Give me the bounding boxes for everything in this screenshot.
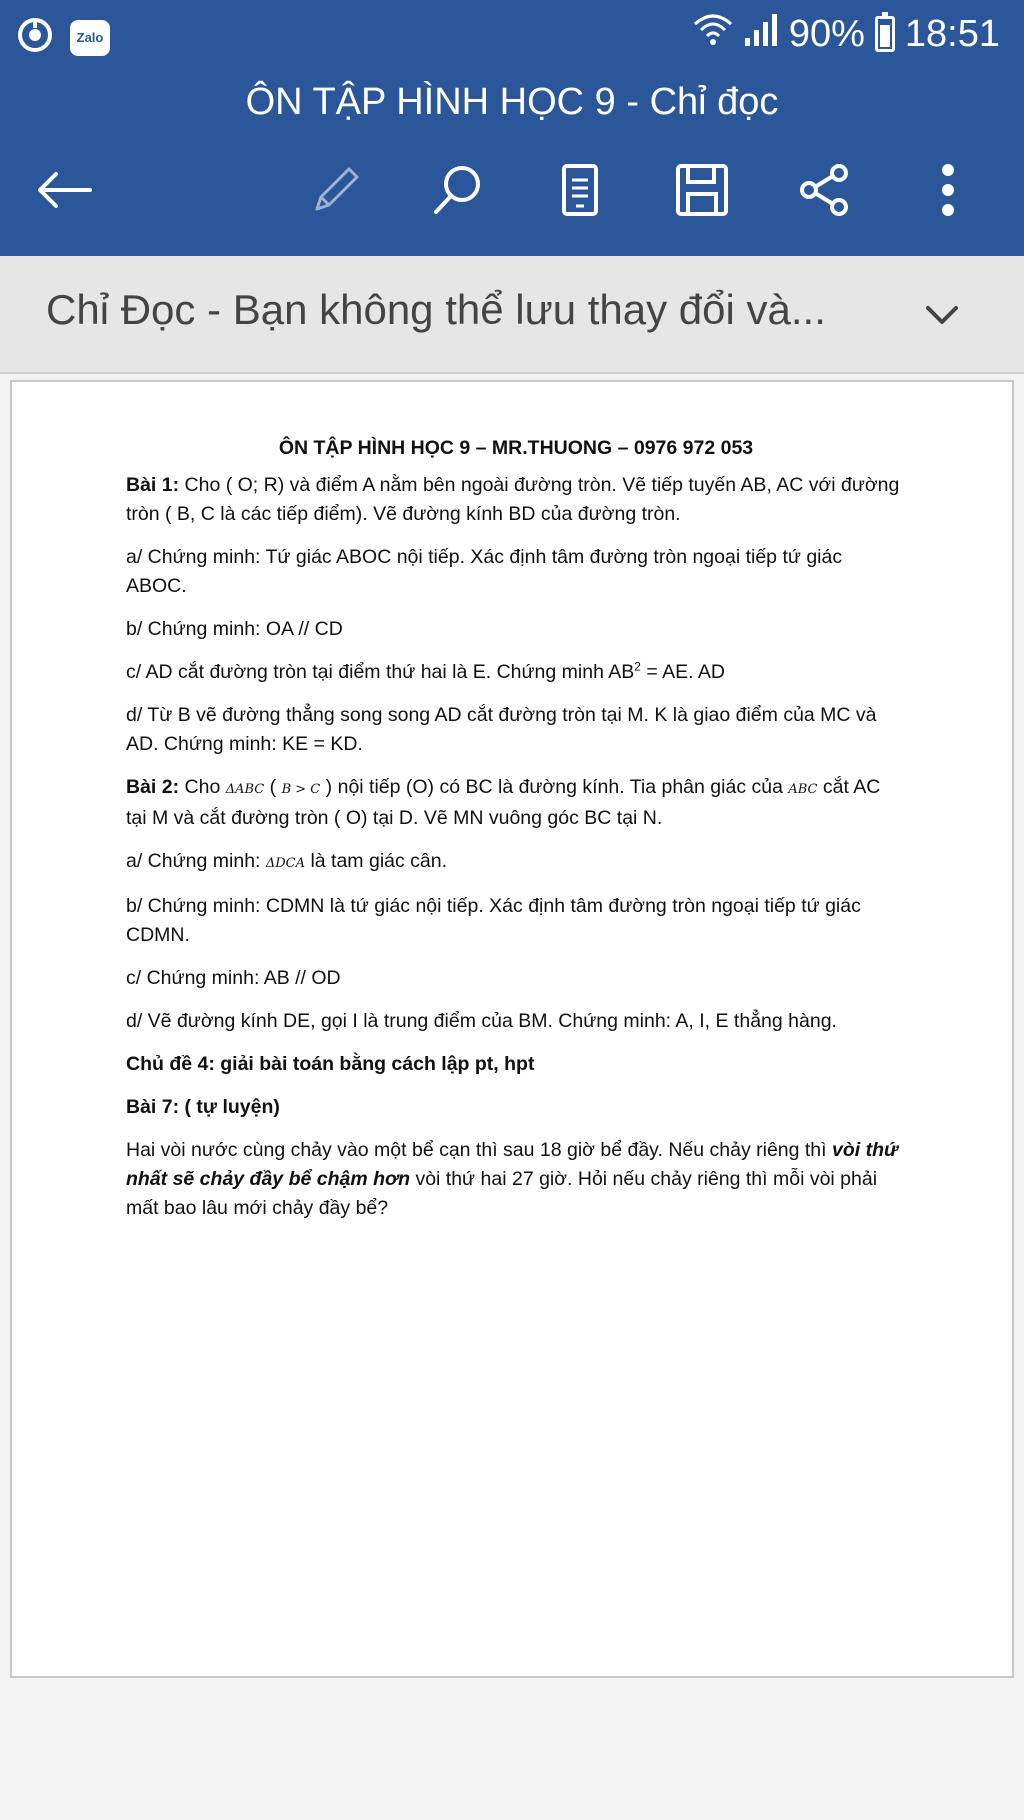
zalo-icon: Zalo bbox=[70, 20, 110, 56]
edit-pencil-icon[interactable] bbox=[306, 160, 366, 220]
bai1-c-sup: 2 bbox=[634, 659, 641, 674]
wifi-icon bbox=[693, 12, 733, 56]
share-icon[interactable] bbox=[794, 160, 854, 220]
bai1-label: Bài 1: bbox=[126, 474, 180, 496]
bai7-heading bbox=[126, 1093, 906, 1122]
bai2-cho: Cho bbox=[179, 776, 226, 798]
sync-icon bbox=[16, 16, 54, 59]
battery-icon bbox=[875, 16, 895, 52]
app-header bbox=[0, 0, 1024, 256]
bai1-a: a/ Chứng minh: Tứ giác ABOC nội tiếp. Xác định tâm đường tròn ngoại tiếp tứ giác ABOC. bbox=[126, 546, 843, 597]
bai2-a-suffix: là tam giác cân. bbox=[305, 850, 448, 872]
bai1-c bbox=[126, 658, 906, 687]
bai1-statement bbox=[126, 471, 906, 529]
document-body bbox=[126, 434, 906, 1237]
bai7-emphasis: vòi thứ nhất sẽ chảy đầy bể chậm hơn bbox=[126, 1139, 898, 1190]
bai2-rest2: cắt AC tại M và cắt đường tròn ( O) tại D. Vẽ MN vuông góc BC tại N. bbox=[126, 776, 881, 829]
bai2-angle: ABC bbox=[788, 782, 818, 797]
bai2-statement bbox=[126, 773, 906, 833]
reading-view-icon[interactable] bbox=[550, 160, 610, 220]
bai2-a-prefix: a/ Chứng minh: bbox=[126, 850, 266, 872]
bai2-label: Bài 2: bbox=[126, 776, 180, 798]
search-icon[interactable] bbox=[428, 160, 488, 220]
bai2-a-math: ΔDCA bbox=[265, 856, 306, 871]
bai1-c-prefix: c/ AD cắt đường tròn tại điểm thứ hai là E. Chứng minh AB bbox=[126, 661, 635, 683]
bai2-b: b/ Chứng minh: CDMN là tứ giác nội tiếp. Xác định tâm đường tròn ngoại tiếp tứ giác CDMN. bbox=[126, 895, 861, 946]
bai7-statement bbox=[126, 1136, 906, 1223]
status-bar bbox=[0, 0, 1024, 72]
bai7-text2: vòi thứ hai 27 giờ. Hỏi nếu chảy riêng thì mỗi vòi phải mất bao lâu mới chảy đầy bể? bbox=[126, 1168, 878, 1219]
document-title: ÔN TẬP HÌNH HỌC 9 - Chỉ đọc bbox=[245, 81, 779, 123]
battery-percent: 90% bbox=[788, 12, 865, 55]
doc-heading: ÔN TẬP HÌNH HỌC 9 – MR.THUONG – 0976 972 053 bbox=[278, 437, 754, 459]
topic4-text: Chủ đề 4: giải bài toán bằng cách lập pt, hpt bbox=[126, 1053, 535, 1075]
clock: 18:51 bbox=[904, 12, 1000, 55]
bai7-label: Bài 7: ( tự luyện) bbox=[126, 1096, 280, 1118]
save-icon[interactable] bbox=[672, 160, 732, 220]
chevron-down-icon[interactable] bbox=[922, 296, 962, 336]
bai1-d: d/ Từ B vẽ đường thẳng song song AD cắt đường tròn tại M. K là giao điểm của MC và AD. Chứng minh: KE = KD. bbox=[126, 704, 877, 755]
bai2-paren: ( bbox=[264, 776, 282, 798]
bai2-c: c/ Chứng minh: AB // OD bbox=[126, 967, 341, 989]
bai1-c-suffix: = AE. AD bbox=[640, 661, 725, 683]
bai2-a bbox=[126, 847, 906, 878]
bai2-d: d/ Vẽ đường kính DE, gọi I là trung điểm của BM. Chứng minh: A, I, E thẳng hàng. bbox=[126, 1010, 837, 1032]
document-page[interactable] bbox=[10, 380, 1014, 1678]
bai1-b: b/ Chứng minh: OA // CD bbox=[126, 618, 343, 640]
more-options-icon[interactable] bbox=[918, 160, 978, 220]
topic4-heading bbox=[126, 1050, 906, 1079]
back-arrow-icon[interactable] bbox=[34, 160, 94, 220]
readonly-banner-text: Chỉ Đọc - Bạn không thể lưu thay đổi và... bbox=[46, 286, 826, 333]
bai2-condition: B > C bbox=[281, 782, 321, 797]
readonly-banner[interactable] bbox=[0, 256, 1024, 374]
bai1-text: Cho ( O; R) và điểm A nằm bên ngoài đường tròn. Vẽ tiếp tuyến AB, AC với đường tròn ( B, C là các tiếp điểm). Vẽ đường kính BD của đường tròn. bbox=[126, 474, 900, 525]
bai2-triangle: ΔABC bbox=[225, 782, 265, 797]
bai7-text1: Hai vòi nước cùng chảy vào một bể cạn thì sau 18 giờ bể đầy. Nếu chảy riêng thì bbox=[126, 1139, 832, 1161]
signal-icon bbox=[743, 12, 779, 56]
bai2-rest: ) nội tiếp (O) có BC là đường kính. Tia phân giác của bbox=[320, 776, 789, 798]
toolbar bbox=[0, 150, 1024, 230]
